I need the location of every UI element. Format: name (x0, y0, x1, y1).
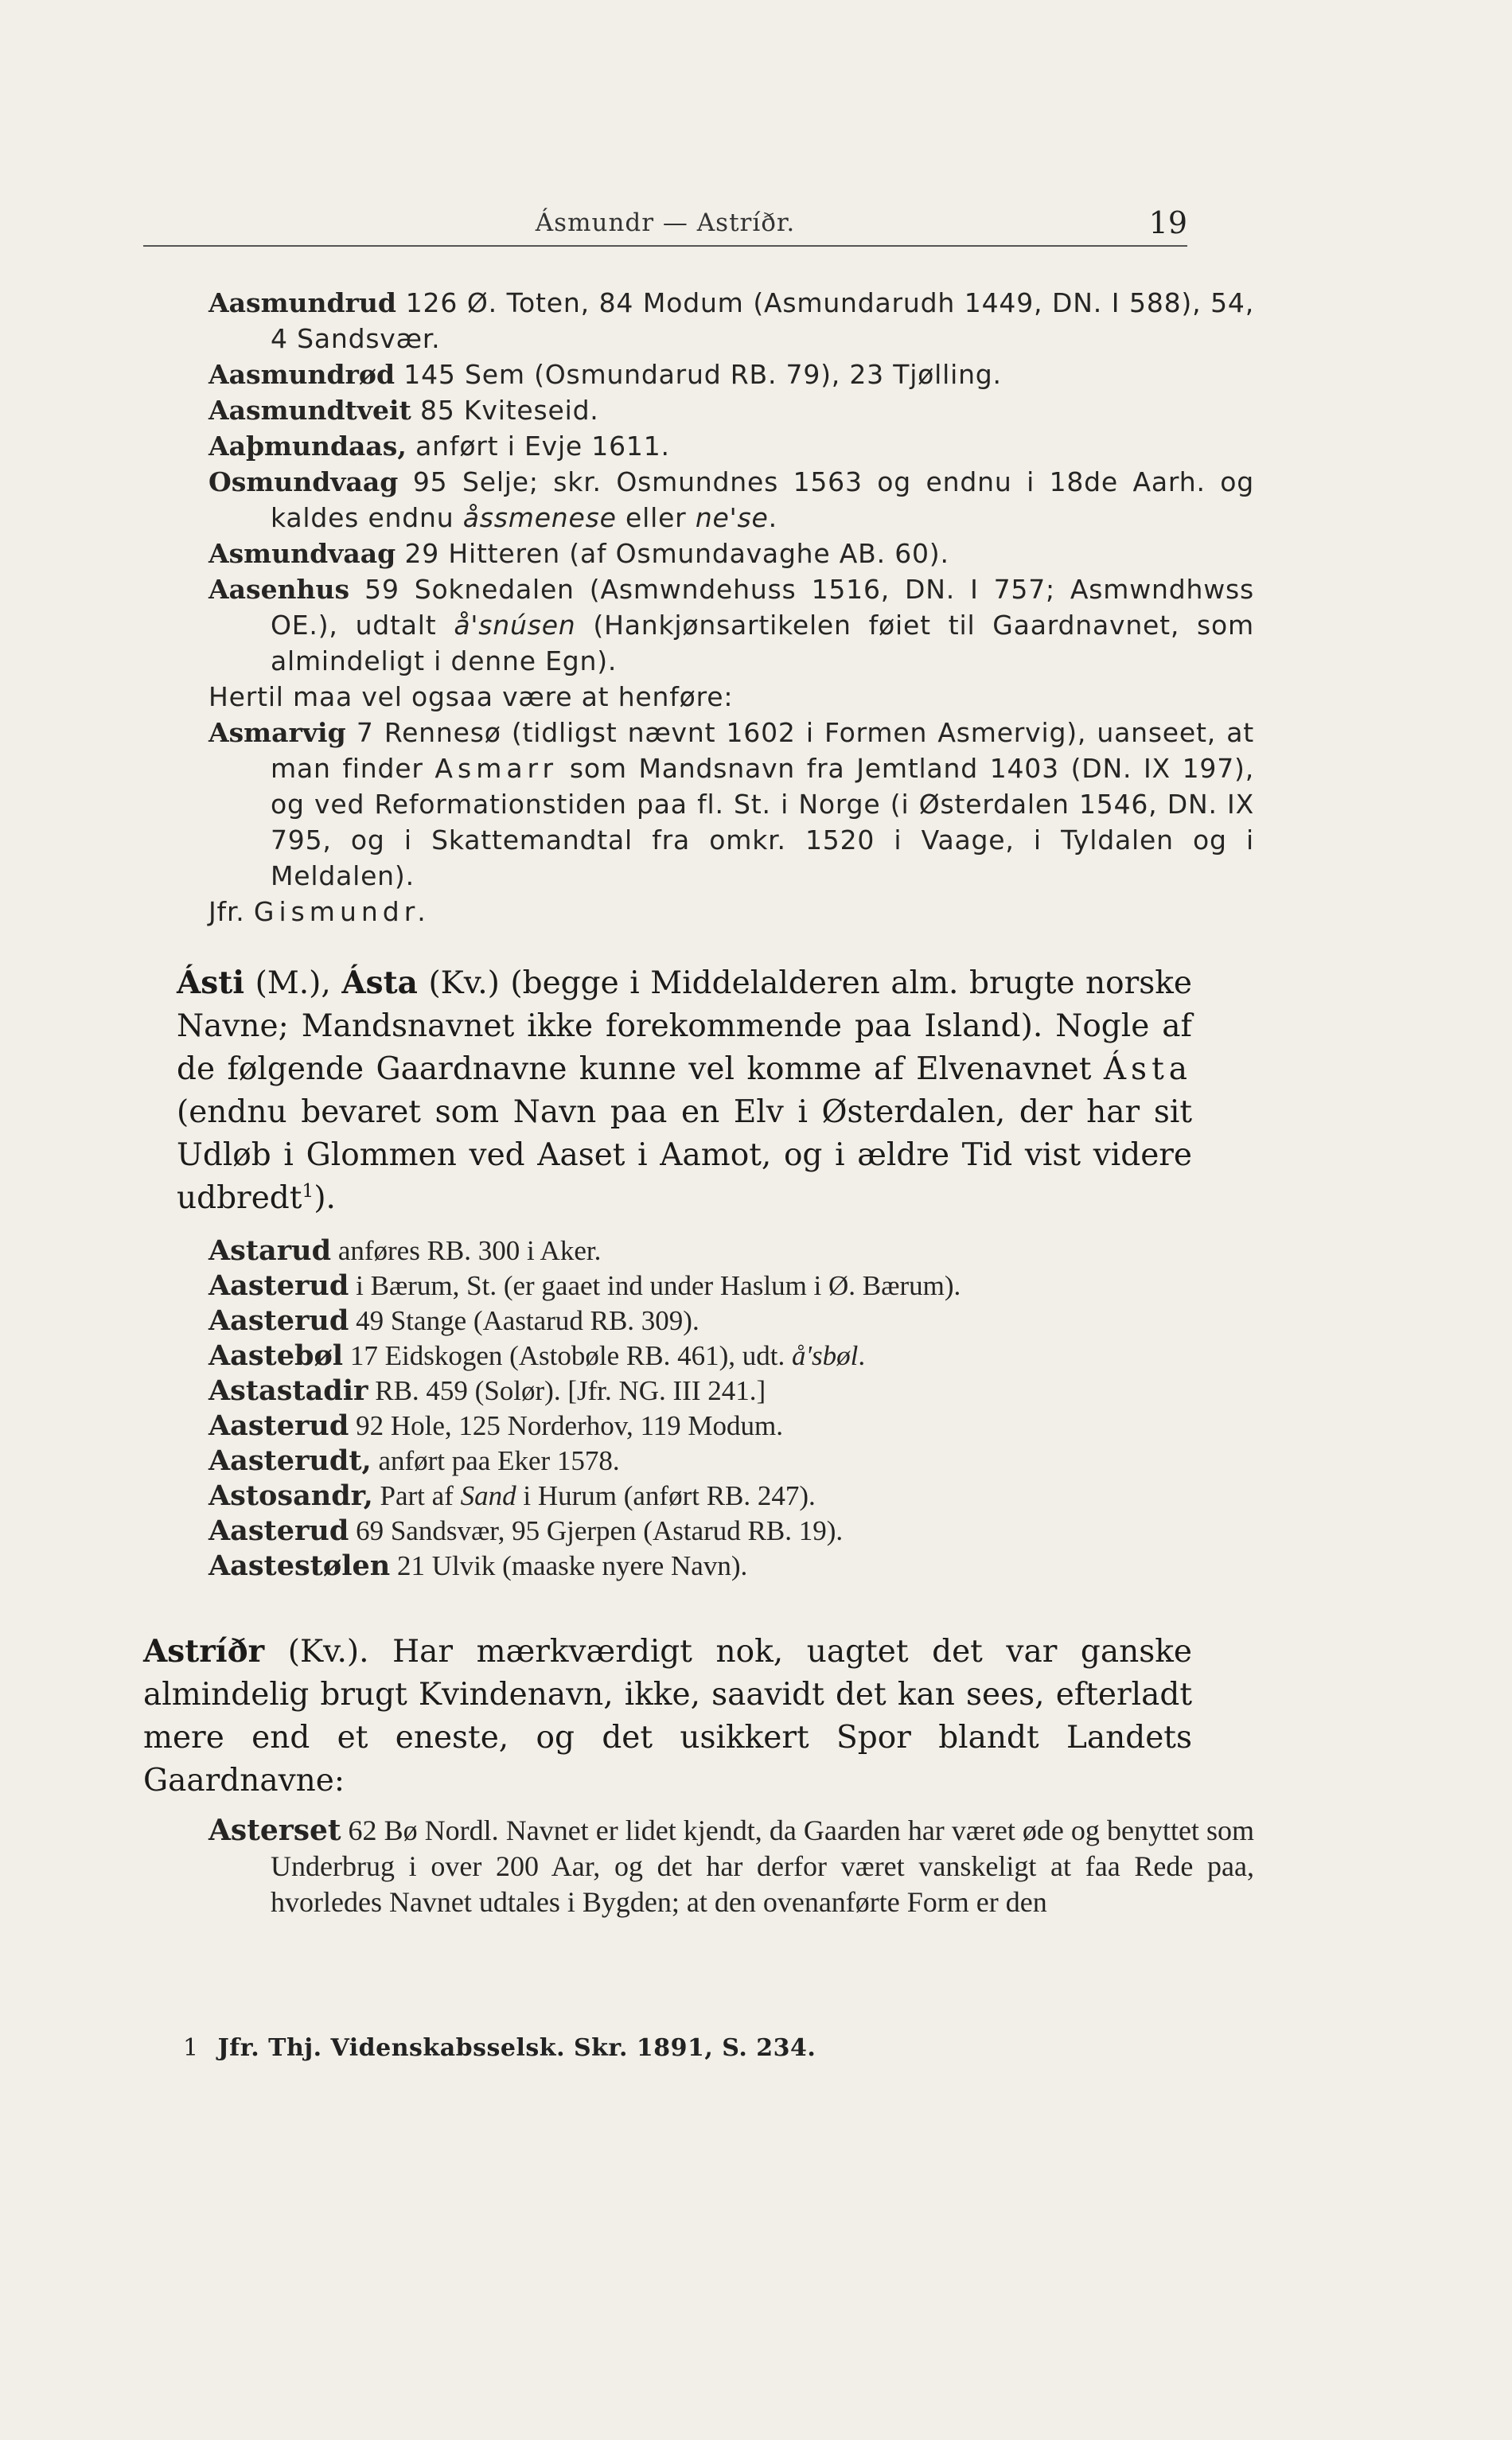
entry (208, 464, 1254, 536)
entry-text: i Bærum, St. (er gaaet ind under Haslum i Ø. Bærum). (349, 1270, 961, 1301)
entries-group-2 (0, 1234, 1512, 1584)
headword: Aastestølen (208, 1549, 391, 1582)
entry (208, 357, 1254, 392)
entry-text: anført i Evje 1611. (406, 431, 670, 462)
headword: Aasmundtveit (208, 395, 411, 426)
entry (208, 1813, 1254, 1920)
cross-reference-target: Gismundr. (253, 896, 431, 927)
entry-text: 49 Stange (Aastarud RB. 309). (349, 1305, 699, 1336)
headword: Osmundvaag (208, 466, 399, 497)
entry-text: som Mandsnavn fra Jemtland 1403 (DN. IX 197), og ved Reformationstiden paa fl. St. i Norge (i Østerdalen 1546, DN. IX 795, og i Skattemandtal fra omkr. 1520 i Vaage, i Tyldalen og i Meldalen). (271, 753, 1254, 891)
headword: Ásta (341, 965, 418, 1001)
paragraph-text: (endnu bevaret som Navn paa en Elv i Østerdalen, der har sit Udløb i Glommen ved Aaset i Aamot, og i ældre Tid vist videre udbredt (177, 1094, 1192, 1216)
entry-text: . (858, 1340, 866, 1371)
footnote-mark: 1 (183, 2034, 199, 2062)
footnote (183, 2034, 816, 2062)
entry (208, 392, 1254, 428)
entry (208, 571, 1254, 679)
entry (208, 285, 1254, 357)
italic-form: Sand (460, 1480, 516, 1511)
entry-text: 17 Eidskogen (Astobøle RB. 461), udt. (343, 1340, 792, 1371)
running-header (143, 205, 1187, 247)
entry (208, 428, 1254, 464)
entry (208, 1304, 1254, 1339)
entry-text: 29 Hitteren (af Osmundavaghe AB. 60). (396, 538, 949, 569)
entry (208, 715, 1254, 894)
entry-text: 62 Bø Nordl. Navnet er lidet kjendt, da Gaarden har været øde og benyttet som Underbrug i over 200 Aar, og det har derfor været vanskeligt at faa Rede paa, hvorledes Navnet udtales i Bygden; at den ovenanførte Form er den (271, 1814, 1254, 1918)
entry-text: anføres RB. 300 i Aker. (331, 1235, 602, 1266)
entry-text: Part af (372, 1480, 461, 1511)
italic-form: å'sbøl (791, 1340, 859, 1371)
entry (208, 1234, 1254, 1269)
footnote-text: Jfr. Thj. Videnskabsselsk. Skr. 1891, S. 234. (217, 2034, 816, 2062)
italic-form: å'snúsen (454, 610, 576, 641)
running-title: Ásmundr — Astríðr. (535, 209, 796, 237)
headword: Aastebøl (208, 1339, 344, 1372)
headword: Aasterud (208, 1304, 349, 1337)
entry (208, 1409, 1254, 1444)
headword: Astastadir (208, 1374, 368, 1407)
entry (208, 1374, 1254, 1409)
entries-group-1 (0, 285, 1512, 930)
entry-text: RB. 459 (Solør). [Jfr. NG. III 241.] (368, 1375, 766, 1406)
entry (208, 1339, 1254, 1374)
headword: Astosandr, (208, 1479, 373, 1512)
italic-form: åssmenese (462, 502, 617, 533)
entry-text: 95 Selje; skr. Osmundnes 1563 og endnu i 18de Aarh. og kaldes endnu (271, 466, 1254, 533)
entry-text: 92 Hole, 125 Norderhov, 119 Modum. (349, 1410, 784, 1441)
entry-text: 126 Ø. Toten, 84 Modum (Asmundarudh 1449, DN. I 588), 54, 4 Sandsvær. (271, 287, 1254, 354)
intro-line: Hertil maa vel ogsaa være at henføre: (208, 681, 734, 712)
entry (208, 1549, 1254, 1584)
entry-text: eller (616, 502, 696, 533)
headword: Ásti (177, 965, 245, 1001)
headword: Aasenhus (208, 574, 350, 605)
paragraph-text: ). (314, 1180, 336, 1216)
footnote-reference[interactable]: 1 (302, 1179, 314, 1202)
headword: Astarud (208, 1234, 332, 1267)
spaced-name: Asmarr (435, 753, 559, 784)
entry-text: 7 Rennesø (tidligst nævnt 1602 i Formen Asmervig), uanseet, at man finder (271, 717, 1254, 784)
entry-text: (Hankjønsartikelen føiet til Gaardnavnet, som almindeligt i denne Egn). (271, 610, 1254, 676)
entry-text: i Hurum (anført RB. 247). (516, 1480, 816, 1511)
cross-reference (208, 894, 1192, 930)
page-number: 19 (1148, 205, 1187, 240)
paragraph-text: (Kv.) (begge i Middelalderen alm. brugte norske Navne; Mandsnavnet ikke forekommende paa Island). Nogle af de følgende Gaardnavne kunne vel komme af Elvenavnet (177, 965, 1192, 1087)
headword: Aasmundrud (208, 287, 396, 318)
entry (208, 1514, 1254, 1549)
paragraph (177, 961, 1192, 1220)
entry-text: 145 Sem (Osmundarud RB. 79), 23 Tjølling. (395, 359, 1002, 390)
headword: Astríðr (143, 1633, 265, 1670)
paragraph-text: (M.), (244, 965, 342, 1001)
headword: Asmundvaag (208, 538, 396, 569)
entry-text: anført paa Eker 1578. (371, 1445, 620, 1476)
headword: Asmarvig (208, 717, 346, 748)
headword: Aasterudt, (208, 1444, 372, 1477)
entry-text: . (768, 502, 777, 533)
headword: Aaþmundaas, (208, 431, 407, 462)
paragraph (143, 1630, 1192, 1803)
paragraph-astridr (0, 1630, 1512, 1803)
entry (208, 1444, 1254, 1479)
headword: Aasterud (208, 1269, 349, 1302)
entry-text: 69 Sandsvær, 95 Gjerpen (Astarud RB. 19). (349, 1515, 844, 1546)
entry-text: 21 Ulvik (maaske nyere Navn). (390, 1550, 748, 1581)
entry (208, 1269, 1254, 1304)
entry-text: 59 Soknedalen (Asmwndehuss 1516, DN. I 757; Asmwndhwss OE.), udtalt (271, 574, 1254, 641)
headword: Asterset (208, 1814, 341, 1847)
entry (208, 1479, 1254, 1514)
paragraph-text: (Kv.). Har mærkværdigt nok, uagtet det var ganske almindelig brugt Kvindenavn, ikke, saavidt det kan sees, efterladt mere end et eneste, og det usikkert Spor blandt Landets Gaardnavne: (143, 1634, 1192, 1799)
jfr-label: Jfr. (208, 896, 245, 927)
entry-text: 85 Kviteseid. (411, 395, 599, 426)
headword: Aasterud (208, 1514, 349, 1547)
entry (208, 536, 1254, 571)
headword: Aasterud (208, 1409, 349, 1442)
spaced-name: Ásta (1103, 1051, 1192, 1087)
paragraph-asti (0, 961, 1512, 1220)
entries-group-3 (0, 1813, 1512, 1920)
headword: Aasmundrød (208, 359, 396, 390)
italic-form: ne'se (695, 502, 769, 533)
